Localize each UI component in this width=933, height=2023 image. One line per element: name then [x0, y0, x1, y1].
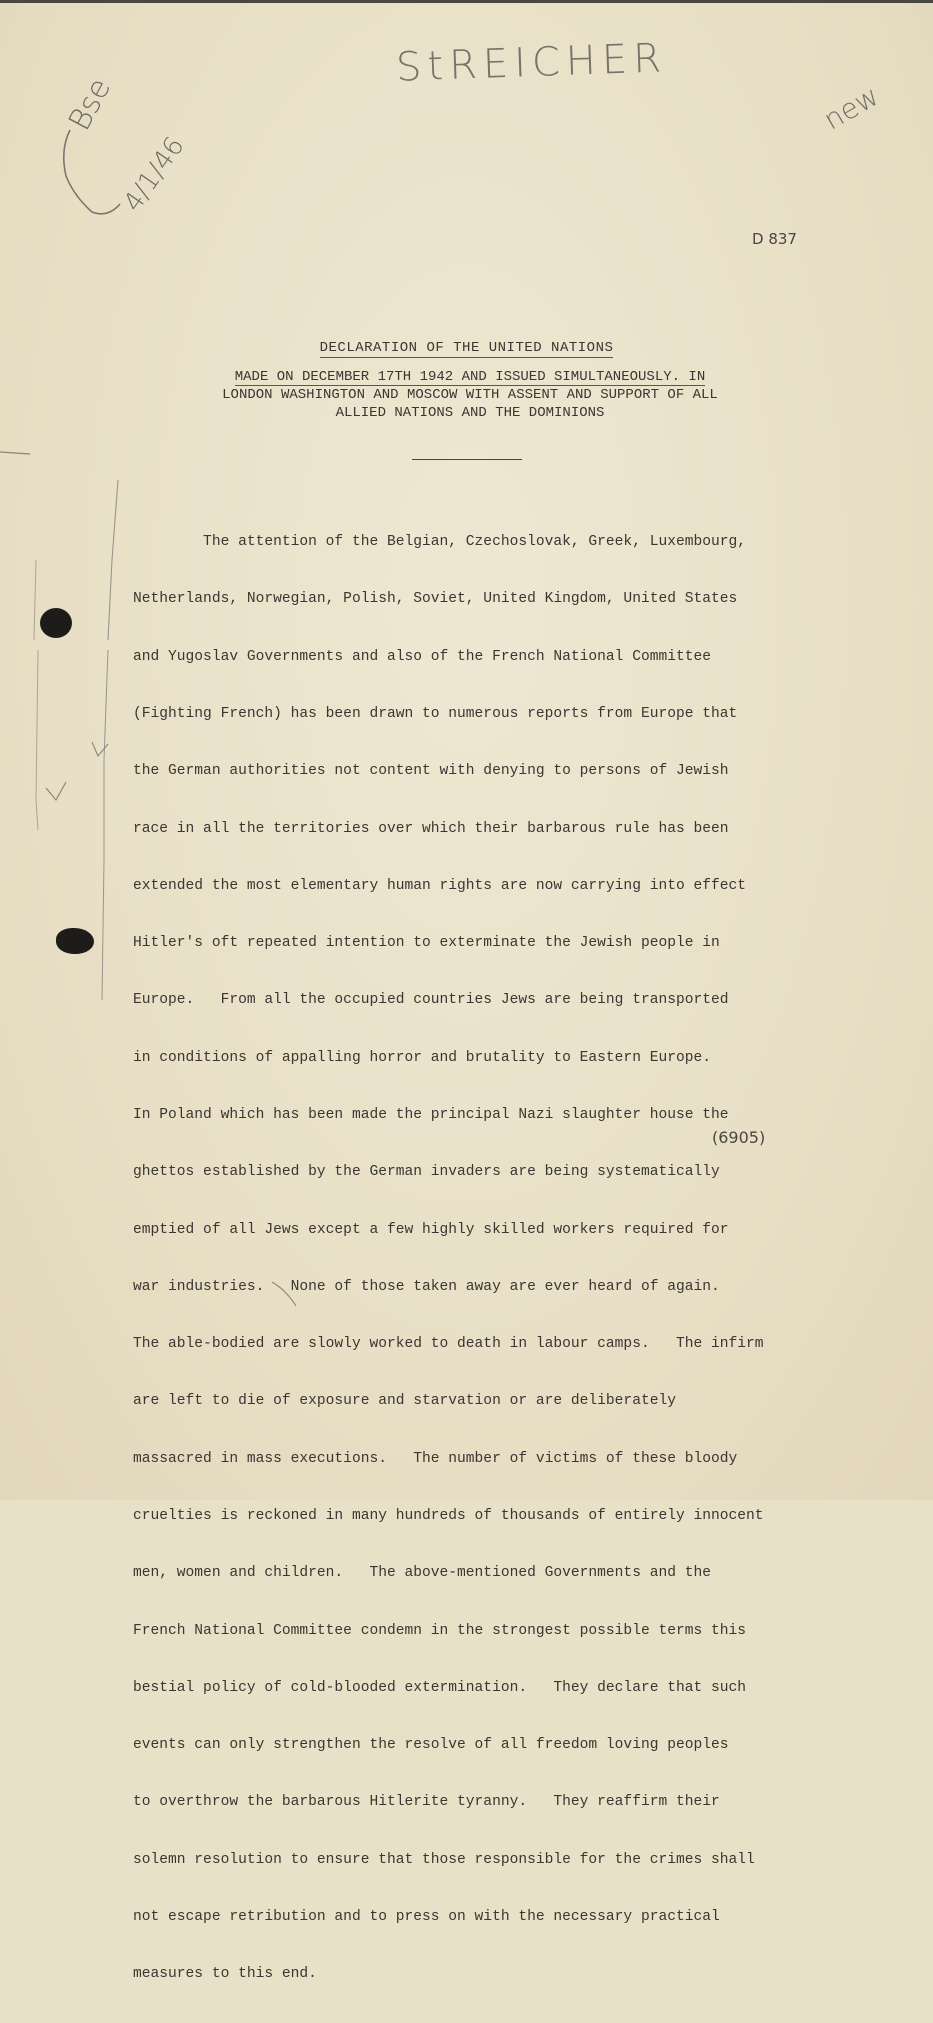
body-line: cruelties is reckoned in many hundreds of thousands of entirely innocent	[133, 1507, 764, 1524]
body-line: events can only strengthen the resolve of all freedom loving peoples	[133, 1737, 729, 1754]
body-line: Hitler's oft repeated intention to exterminate the Jewish people in	[133, 935, 720, 952]
document-number: D 837	[752, 230, 797, 248]
body-line: French National Committee condemn in the strongest possible terms this	[133, 1622, 747, 1639]
body-line: men, women and children. The above-mentioned Governments and the	[133, 1565, 712, 1582]
punch-hole-top	[40, 608, 72, 638]
document-title	[0, 340, 933, 356]
body-line: massacred in mass executions. The number of victims of these bloody	[133, 1450, 738, 1467]
body-line: ghettos established by the German invaders are being systematically	[133, 1164, 720, 1181]
body-line: race in all the territories over which their barbarous rule has been	[133, 820, 729, 837]
document-subtitle	[180, 368, 760, 422]
body-line: and Yugoslav Governments and also of the French National Committee	[133, 648, 712, 665]
subtitle-line-text: MADE ON DECEMBER 17TH 1942 AND ISSUED SIMULTANEOUSLY. IN	[234, 369, 706, 385]
body-line: not escape retribution and to press on with the necessary practical	[133, 1908, 720, 1925]
body-line: The able-bodied are slowly worked to death in labour camps. The infirm	[133, 1336, 764, 1353]
punch-hole-bottom	[56, 928, 94, 954]
body-line: measures to this end.	[133, 1966, 317, 1983]
body-line: In Poland which has been made the principal Nazi slaughter house the	[133, 1107, 729, 1123]
handwritten-name: StREICHER	[395, 35, 668, 91]
document-title-text: DECLARATION OF THE UNITED NATIONS	[319, 340, 614, 356]
body-line: the German authorities not content with denying to persons of Jewish	[133, 763, 729, 780]
handwritten-initial: Bse	[62, 72, 119, 137]
body-line: (Fighting French) has been drawn to numerous reports from Europe that	[133, 706, 738, 723]
body-line: solemn resolution to ensure that those responsible for the crimes shall	[133, 1851, 755, 1868]
body-line: extended the most elementary human rights are now carrying into effect	[133, 877, 747, 894]
body-line: are left to die of exposure and starvation or are deliberately	[133, 1393, 676, 1410]
body-line: The attention of the Belgian, Czechoslovak, Greek, Luxembourg,	[133, 534, 747, 551]
body-line: Netherlands, Norwegian, Polish, Soviet, United Kingdom, United States	[133, 591, 738, 608]
section-divider	[412, 459, 522, 460]
handwritten-corner-note: new	[818, 79, 885, 137]
body-line: Europe. From all the occupied countries Jews are being transported	[133, 992, 729, 1009]
subtitle-line: ALLIED NATIONS AND THE DOMINIONS	[335, 405, 605, 421]
body-line: to overthrow the barbarous Hitlerite tyranny. They reaffirm their	[133, 1794, 720, 1811]
subtitle-line	[180, 368, 760, 386]
subtitle-line: LONDON WASHINGTON AND MOSCOW WITH ASSENT AND SUPPORT OF ALL	[222, 387, 718, 403]
body-line: bestial policy of cold-blooded extermination. They declare that such	[133, 1679, 747, 1696]
body-line: war industries. None of those taken away are ever heard of again.	[133, 1278, 720, 1295]
reference-stamp: (6905)	[712, 1128, 766, 1147]
declaration-body	[133, 495, 833, 2023]
handwritten-date: 4/1/46	[118, 131, 191, 218]
body-line: emptied of all Jews except a few highly skilled workers required for	[133, 1221, 729, 1238]
body-line: in conditions of appalling horror and brutality to Eastern Europe.	[133, 1049, 712, 1066]
